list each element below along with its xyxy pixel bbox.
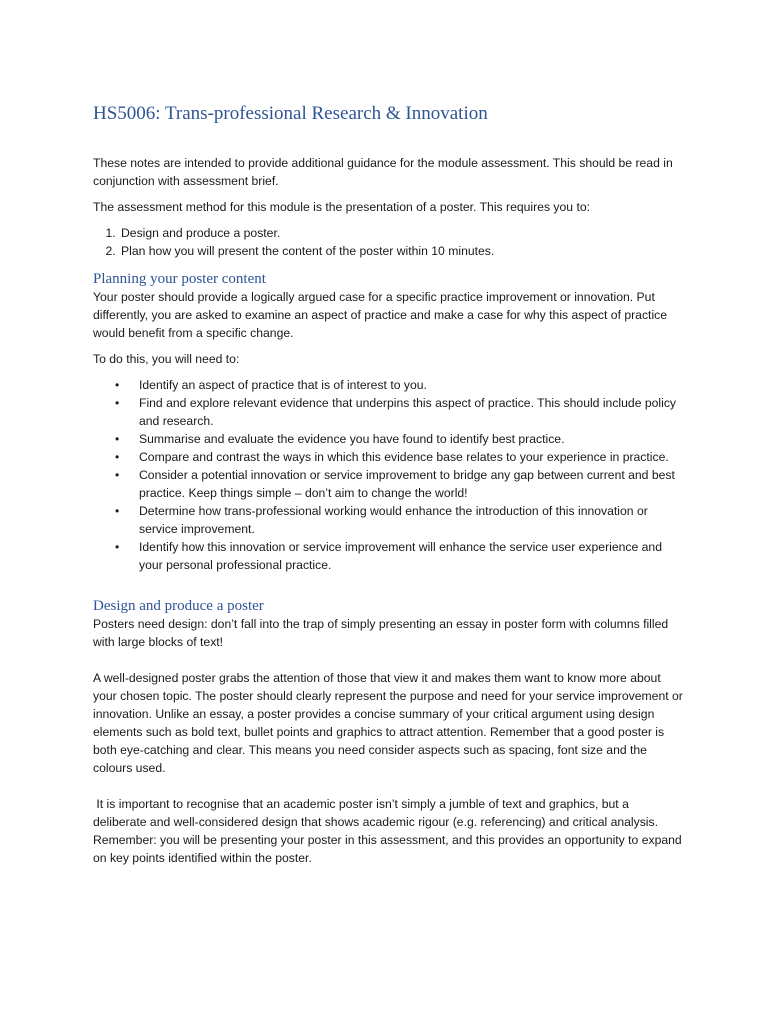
- step-item: 2. Plan how you will present the content of the poster within 10 minutes.: [119, 242, 683, 260]
- requirement-text: Summarise and evaluate the evidence you have found to identify best practice.: [139, 432, 565, 446]
- requirement-item: [93, 466, 683, 502]
- bullet-icon: •: [115, 450, 120, 464]
- spacer: [93, 777, 683, 795]
- requirement-item: [93, 376, 683, 394]
- steps-list: [93, 224, 683, 260]
- bullet-icon: •: [115, 432, 120, 446]
- planning-paragraph: Your poster should provide a logically argued case for a specific practice improvement or innovation. Put differently, you are asked to examine an aspect of practice and make a case for why this aspect of practice would benefit from a specific change.: [93, 290, 668, 340]
- bullet-icon: •: [115, 468, 120, 482]
- bullet-icon: •: [115, 378, 120, 392]
- requirement-text: Consider a potential innovation or service improvement to bridge any gap between current and best practice. Keep things simple – don’t aim to change the world!: [139, 468, 675, 500]
- requirement-item: [93, 430, 683, 448]
- assessment-paragraph: The assessment method for this module is the presentation of a poster. This requires you to:: [93, 200, 591, 214]
- design-paragraph-2: A well-designed poster grabs the attention of those that view it and makes them want to know more about your chosen topic. The poster should clearly represent the purpose and need for your service improvement or innovation. Unlike an essay, a poster provides a concise summary of your critical argument using design elements such as bold text, bullet points and graphics to attract attention. Remember that a good poster is both eye-catching and clear. This means you need consider aspects such as spacing, font size and the colours used.: [93, 671, 683, 775]
- requirement-text: Identify how this innovation or service improvement will enhance the service user experience and your personal professional practice.: [139, 540, 662, 572]
- requirement-text: Find and explore relevant evidence that underpins this aspect of practice. This should include policy and research.: [139, 396, 677, 428]
- requirement-text: Identify an aspect of practice that is of interest to you.: [139, 378, 427, 392]
- design-heading: Design and produce a poster: [93, 598, 264, 614]
- requirement-item: [93, 448, 683, 466]
- requirement-item: [93, 502, 683, 538]
- step-item: 1. Design and produce a poster.: [119, 224, 683, 242]
- design-paragraph-3: It is important to recognise that an academic poster isn’t simply a jumble of text and graphics, but a deliberate and well-considered design that shows academic rigour (e.g. referencing) and critical analysis. Remember: you will be presenting your poster in this assessment, and this provides an opportunity to expand on key points identified within the poster.: [93, 797, 686, 865]
- todo-paragraph: To do this, you will need to:: [93, 352, 240, 366]
- planning-heading: Planning your poster content: [93, 271, 266, 287]
- bullet-icon: •: [115, 396, 120, 410]
- requirement-text: Compare and contrast the ways in which this evidence base relates to your experience in practice.: [139, 450, 669, 464]
- requirement-item: [93, 394, 683, 430]
- document-title: HS5006: Trans-professional Research & Innovation: [93, 103, 488, 124]
- document-body: [93, 100, 686, 867]
- requirements-list: [93, 376, 683, 574]
- requirement-item: [93, 538, 683, 574]
- intro-paragraph: These notes are intended to provide additional guidance for the module assessment. This should be read in conjunction with assessment brief.: [93, 156, 673, 188]
- design-paragraph-1: Posters need design: don’t fall into the trap of simply presenting an essay in poster form with columns filled with large blocks of text!: [93, 617, 669, 649]
- bullet-icon: •: [115, 504, 120, 518]
- requirement-text: Determine how trans-professional working would enhance the introduction of this innovation or service improvement.: [139, 504, 648, 536]
- bullet-icon: •: [115, 540, 120, 554]
- spacer: [93, 651, 683, 669]
